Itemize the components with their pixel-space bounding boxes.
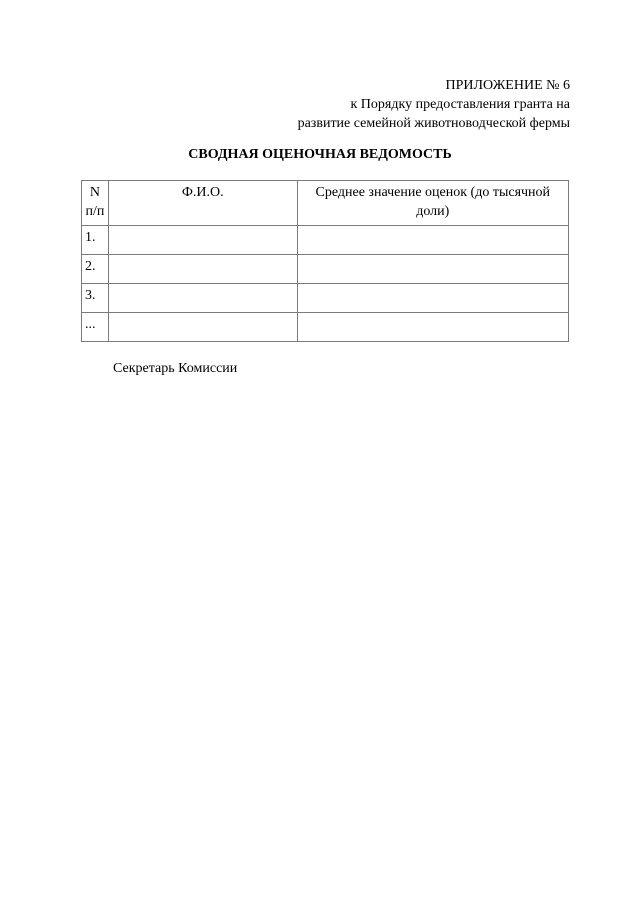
summary-table [81, 180, 569, 342]
row-number-cell: ... [82, 313, 109, 342]
average-score-cell [297, 313, 568, 342]
column-header-number: N п/п [82, 181, 109, 226]
table-row [82, 284, 569, 313]
secretary-signature-label: Секретарь Комиссии [113, 361, 238, 376]
full-name-cell [108, 284, 297, 313]
row-number-cell: 3. [82, 284, 109, 313]
full-name-cell [108, 255, 297, 284]
column-header-average-score: Среднее значение оценок (до тысячной доли) [297, 181, 568, 226]
row-number-cell: 1. [82, 226, 109, 255]
table-row [82, 226, 569, 255]
appendix-reference-line: к Порядку предоставления гранта на [350, 97, 570, 112]
table-row [82, 255, 569, 284]
column-header-full-name: Ф.И.О. [108, 181, 297, 226]
table-header-row [82, 181, 569, 226]
average-score-cell [297, 284, 568, 313]
document-title: СВОДНАЯ ОЦЕНОЧНАЯ ВЕДОМОСТЬ [188, 147, 452, 162]
full-name-cell [108, 226, 297, 255]
average-score-cell [297, 255, 568, 284]
full-name-cell [108, 313, 297, 342]
appendix-reference-line: развитие семейной животноводческой фермы [297, 116, 570, 131]
row-number-cell: 2. [82, 255, 109, 284]
average-score-cell [297, 226, 568, 255]
appendix-header [298, 76, 570, 133]
appendix-number: ПРИЛОЖЕНИЕ № 6 [445, 78, 570, 93]
table-row [82, 313, 569, 342]
